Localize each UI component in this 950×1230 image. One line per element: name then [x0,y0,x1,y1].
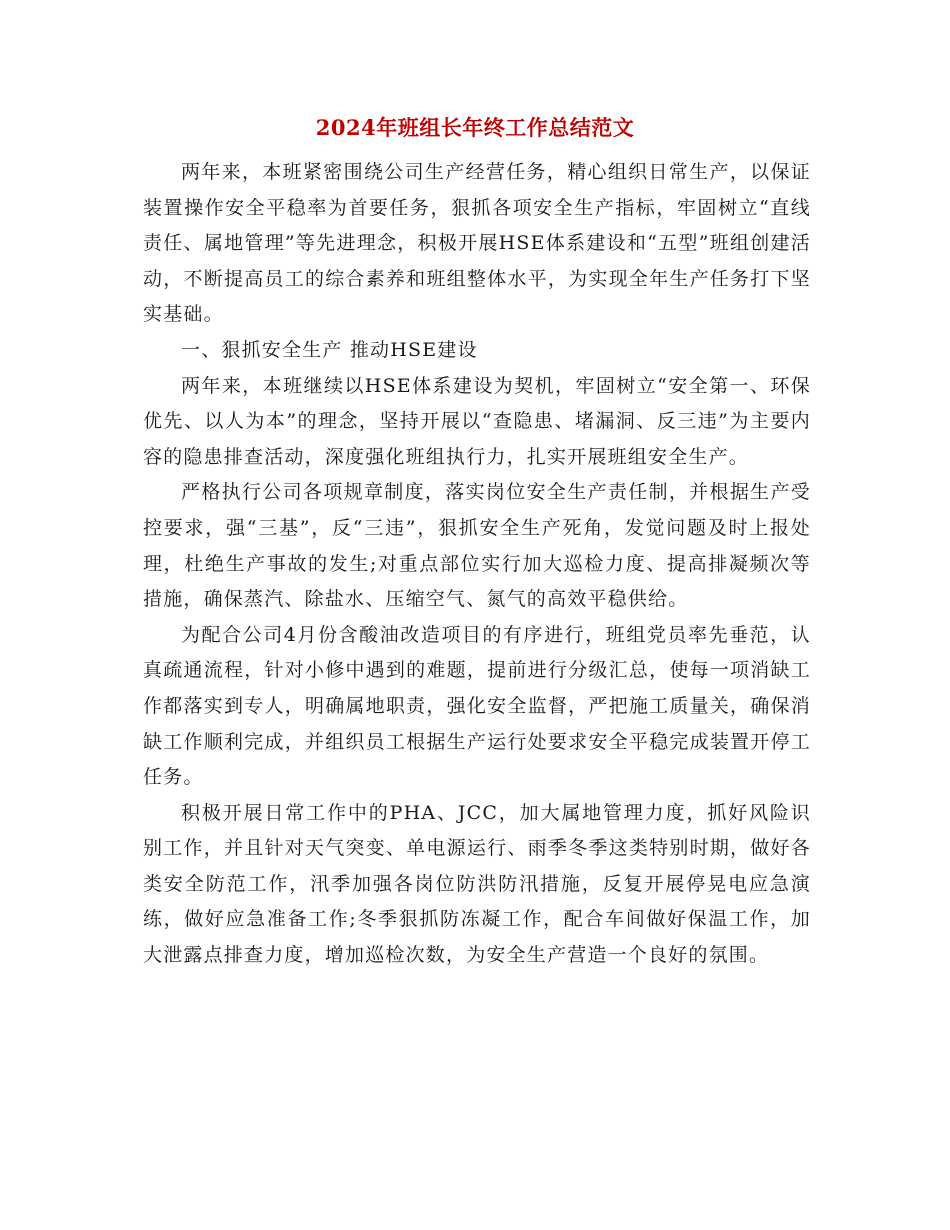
paragraph-regulations: 严格执行公司各项规章制度，落实岗位安全生产责任制，并根据生产受控要求，强“三基”，反“三违”，狠抓安全生产死角，发觉问题及时上报处理，杜绝生产事故的发生;对重点部位实行加大巡检力度、提高排凝频次等措施，确保蒸汽、除盐水、压缩空气、氮气的高效平稳供给。 [143,481,811,611]
paragraph-hse: 两年来，本班继续以HSE体系建设为契机，牢固树立“安全第一、环保优先、以人为本”的理念，坚持开展以“查隐患、堵漏洞、反三违”为主要内容的隐患排查活动，深度强化班组执行力，扎实开展班组安全生产。 [143,374,811,468]
document-body [143,155,811,974]
paragraph-april-project: 为配合公司4月份含酸油改造项目的有序进行，班组党员率先垂范，认真疏通流程，针对小修中遇到的难题，提前进行分级汇总，使每一项消缺工作都落实到专人，明确属地职责，强化安全监督，严把施工质量关，确保消缺工作顺利完成，并组织员工根据生产运行处要求安全平稳完成装置开停工任务。 [143,623,811,789]
paragraph-pha-jcc: 积极开展日常工作中的PHA、JCC，加大属地管理力度，抓好风险识别工作，并且针对天气突变、单电源运行、雨季冬季这类特别时期，做好各类安全防范工作，汛季加强各岗位防洪防汛措施，反复开展停晃电应急演练，做好应急准备工作;冬季狠抓防冻凝工作，配合车间做好保温工作，加大泄露点排查力度，增加巡检次数，为安全生产营造一个良好的氛围。 [143,801,811,967]
document-title: 2024年班组长年终工作总结范文 [315,115,635,140]
section-heading-1: 一、狠抓安全生产 推动HSE建设 [181,338,478,361]
paragraph-intro: 两年来，本班紧密围绕公司生产经营任务，精心组织日常生产，以保证装置操作安全平稳率为首要任务，狠抓各项安全生产指标，牢固树立“直线责任、属地管理”等先进理念，积极开展HSE体系建设和“五型”班组创建活动，不断提高员工的综合素养和班组整体水平，为实现全年生产任务打下坚实基础。 [143,161,811,326]
